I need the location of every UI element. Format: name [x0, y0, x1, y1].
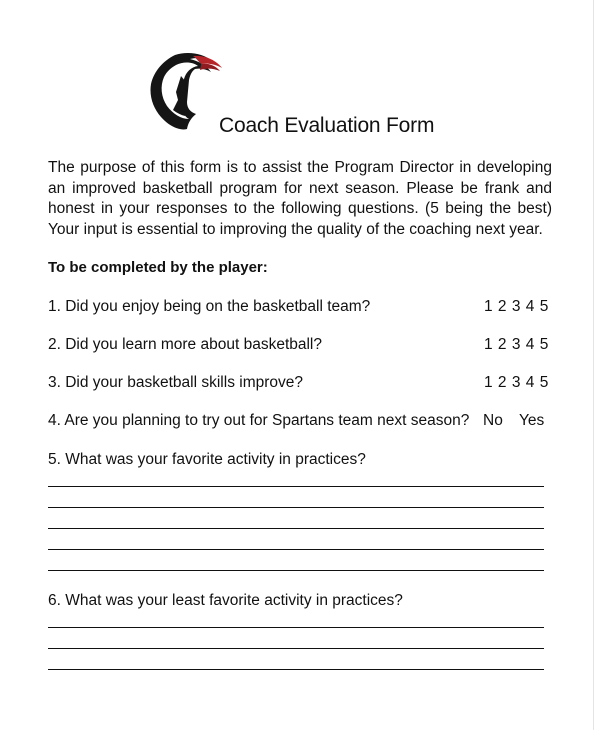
question-4-option-yes: Yes: [519, 412, 545, 429]
intro-paragraph: The purpose of this form is to assist the Program Director in developing an improved basketball program for next season. Please be frank and honest in your responses to the following questions. (5 being the best) Your input is essential to improving the quality of the coaching next year.: [48, 159, 552, 238]
question-6-text: 6. What was your least favorite activity in practices?: [48, 592, 403, 609]
question-3-rating-scale: 1 2 3 4 5: [484, 374, 549, 391]
question-1-rating-scale: 1 2 3 4 5: [484, 298, 549, 315]
question-1-text: 1. Did you enjoy being on the basketball team?: [48, 298, 371, 315]
form-title: Coach Evaluation Form: [219, 114, 435, 137]
question-2-text: 2. Did you learn more about basketball?: [48, 336, 322, 353]
question-4-option-no: No: [483, 412, 503, 429]
question-4-text: 4. Are you planning to try out for Spartans team next season?: [48, 412, 470, 429]
question-3-text: 3. Did your basketball skills improve?: [48, 374, 303, 391]
answer-line: [48, 627, 544, 628]
answer-line: [48, 669, 544, 670]
spartan-helmet-logo: [145, 52, 225, 134]
answer-line: [48, 528, 544, 529]
answer-line: [48, 507, 544, 508]
answer-line: [48, 549, 544, 550]
question-5-text: 5. What was your favorite activity in practices?: [48, 451, 366, 468]
answer-line: [48, 570, 544, 571]
answer-line: [48, 486, 544, 487]
section-heading: To be completed by the player:: [48, 259, 268, 276]
question-2-rating-scale: 1 2 3 4 5: [484, 336, 549, 353]
answer-line: [48, 648, 544, 649]
